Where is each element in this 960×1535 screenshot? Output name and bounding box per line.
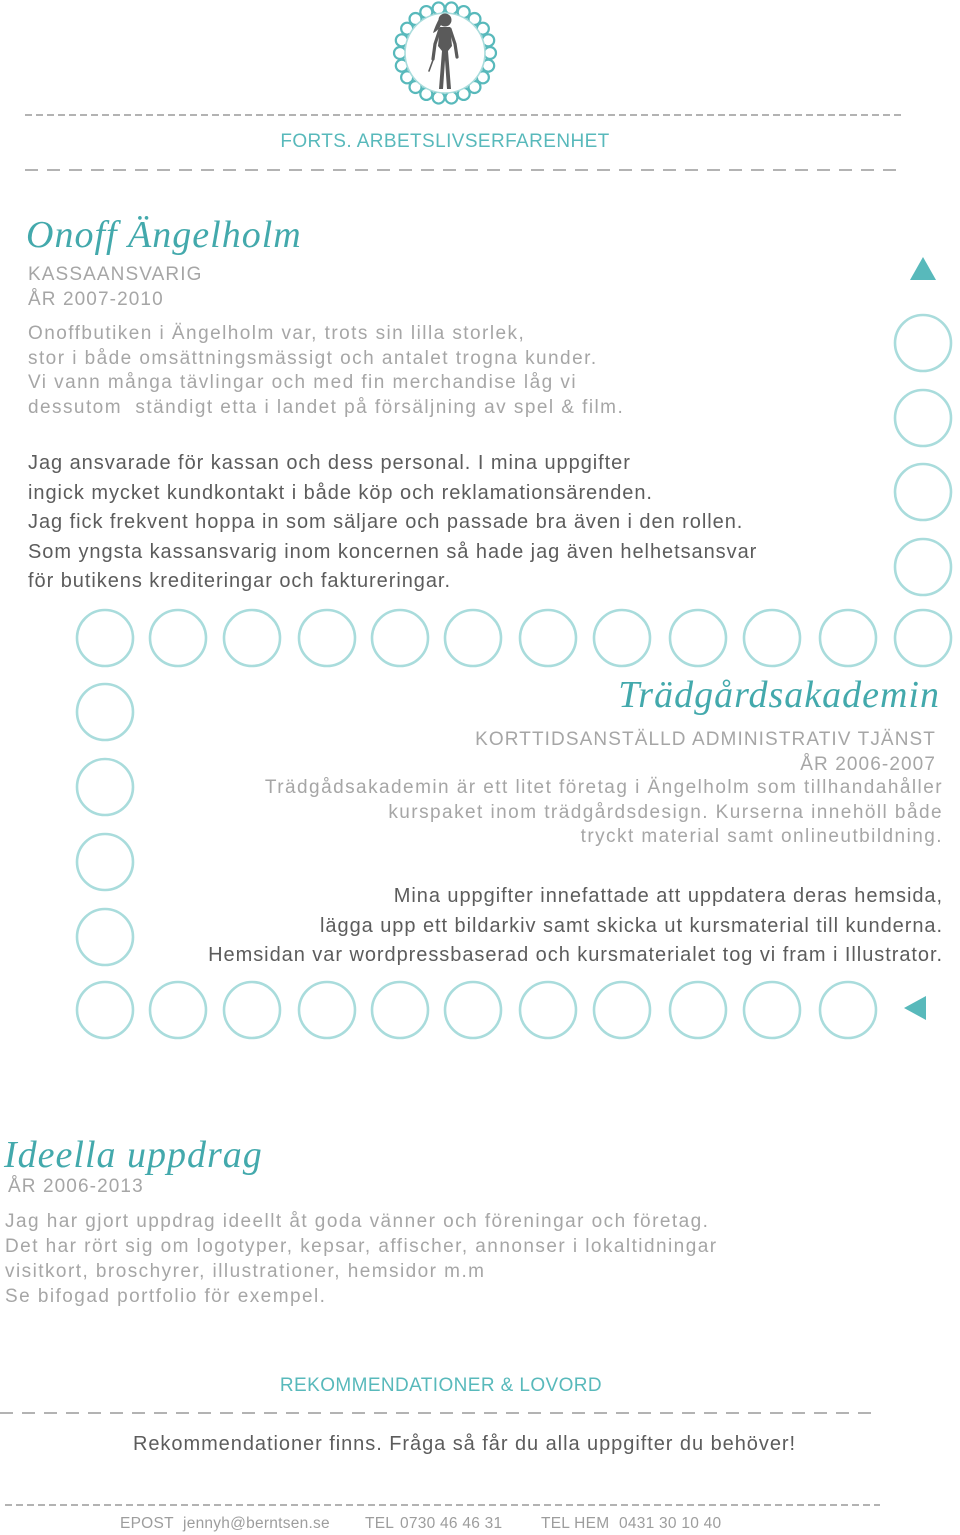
track-circle: [594, 982, 650, 1038]
divider-dotted: [25, 114, 905, 116]
duty-line: Jag fick frekvent hoppa in som säljare och passade bra även i den rollen.: [28, 511, 744, 533]
up-triangle-icon: [910, 257, 936, 280]
track-circle: [744, 982, 800, 1038]
duty-line: Hemsidan var wordpressbaserad och kursmaterialet tog vi fram i Illustrator.: [208, 944, 943, 966]
track-circle: [895, 315, 951, 371]
description-line: Se bifogad portfolio för exempel.: [5, 1286, 327, 1307]
recommendations-text: Rekommendationer finns. Fråga så får du alla uppgifter du behöver!: [132, 1433, 797, 1455]
duty-line: Som yngsta kassansvarig inom koncernen så hade jag även helhetsansvar: [28, 540, 758, 563]
track-circle: [445, 610, 501, 666]
phone-value: 0730 46 46 31: [400, 1515, 503, 1532]
phone-label: TEL: [365, 1515, 395, 1532]
description-line: Vi vann många tävlingar och med fin merchandise låg vi: [28, 372, 577, 394]
track-circle: [372, 982, 428, 1038]
track-circle: [224, 610, 280, 666]
track-circle: [77, 610, 133, 666]
divider-dashed: [25, 169, 900, 171]
divider-dashed: [0, 1412, 880, 1414]
divider-dotted: [5, 1504, 880, 1506]
job-role: KASSAANSVARIG: [28, 264, 203, 285]
track-circle: [520, 982, 576, 1038]
job-employer: Trädgårdsakademin: [618, 674, 940, 716]
email-value: jennyh@berntsen.se: [183, 1515, 330, 1532]
track-circle: [150, 982, 206, 1038]
duty-line: Jag ansvarade för kassan och dess personal. I mina uppgifter: [28, 452, 631, 474]
job-employer: Onoff Ängelholm: [26, 214, 302, 256]
track-circle: [594, 610, 650, 666]
description-line: Onoffbutiken i Ängelholm var, trots sin lilla storlek,: [28, 323, 526, 344]
track-circle: [77, 684, 133, 740]
track-circle: [77, 759, 133, 815]
job-period: ÅR 2007-2010: [28, 289, 164, 310]
track-circle: [744, 610, 800, 666]
duty-line: lägga upp ett bildarkiv samt skicka ut kursmaterial till kunderna.: [320, 914, 943, 937]
description-line: stor i både omsättningsmässigt och antalet trogna kunder.: [28, 347, 598, 369]
job-description: [28, 322, 624, 421]
duty-line: Mina uppgifter innefattade att uppdatera deras hemsida,: [393, 885, 943, 907]
volunteer-period: ÅR 2006-2013: [8, 1176, 144, 1197]
email-label: EPOST: [120, 1515, 174, 1532]
recommendations-heading: REKOMMENDATIONER & LOVORD: [279, 1375, 603, 1396]
track-circle: [299, 610, 355, 666]
track-circle: [77, 909, 133, 965]
track-circle: [820, 610, 876, 666]
woman-silhouette-icon: [390, 0, 500, 110]
description-line: kurspaket inom trädgårdsdesign. Kurserna innehöll både: [388, 801, 943, 823]
volunteer-title: Ideella uppdrag: [4, 1134, 263, 1176]
job-duties: [208, 882, 943, 971]
home-phone-label: TEL HEM: [541, 1515, 610, 1532]
description-line: dessutom ständigt etta i landet på försäljning av spel & film.: [28, 397, 625, 419]
duty-line: ingick mycket kundkontakt i både köp och reklamationsärenden.: [28, 481, 653, 504]
job-role: KORTTIDSANSTÄLLD ADMINISTRATIV TJÄNST: [475, 729, 936, 750]
track-circle: [77, 834, 133, 890]
description-line: tryckt material samt onlineutbildning.: [580, 826, 943, 847]
section-heading: FORTS. ARBETSLIVSERFARENHET: [280, 131, 610, 152]
duty-line: för butikens krediteringar och faktureringar.: [28, 570, 451, 592]
track-circle: [372, 610, 428, 666]
description-line: visitkort, broschyrer, illustrationer, hemsidor m.m: [5, 1261, 486, 1282]
track-circle: [895, 464, 951, 520]
description-line: Jag har gjort uppdrag ideellt åt goda vänner och föreningar och företag.: [5, 1211, 710, 1232]
track-circle: [895, 610, 951, 666]
description-line: Trädgådsakademin är ett litet företag i Ängelholm som tillhandahåller: [264, 777, 943, 798]
track-circle: [820, 982, 876, 1038]
track-circle: [77, 982, 133, 1038]
track-circle: [150, 610, 206, 666]
track-circle: [445, 982, 501, 1038]
track-circle: [895, 539, 951, 595]
track-circle: [520, 610, 576, 666]
track-circle: [299, 982, 355, 1038]
track-circle: [224, 982, 280, 1038]
track-circle: [670, 610, 726, 666]
job-description: [265, 776, 943, 850]
track-circle: [670, 982, 726, 1038]
volunteer-description: [5, 1209, 718, 1309]
track-circle: [895, 390, 951, 446]
home-phone-value: 0431 30 10 40: [619, 1515, 722, 1532]
left-triangle-icon: [904, 996, 926, 1020]
description-line: Det har rört sig om logotyper, kepsar, affischer, annonser i lokaltidningar: [5, 1236, 718, 1257]
job-duties: [28, 449, 757, 597]
job-period: ÅR 2006-2007: [800, 754, 936, 775]
